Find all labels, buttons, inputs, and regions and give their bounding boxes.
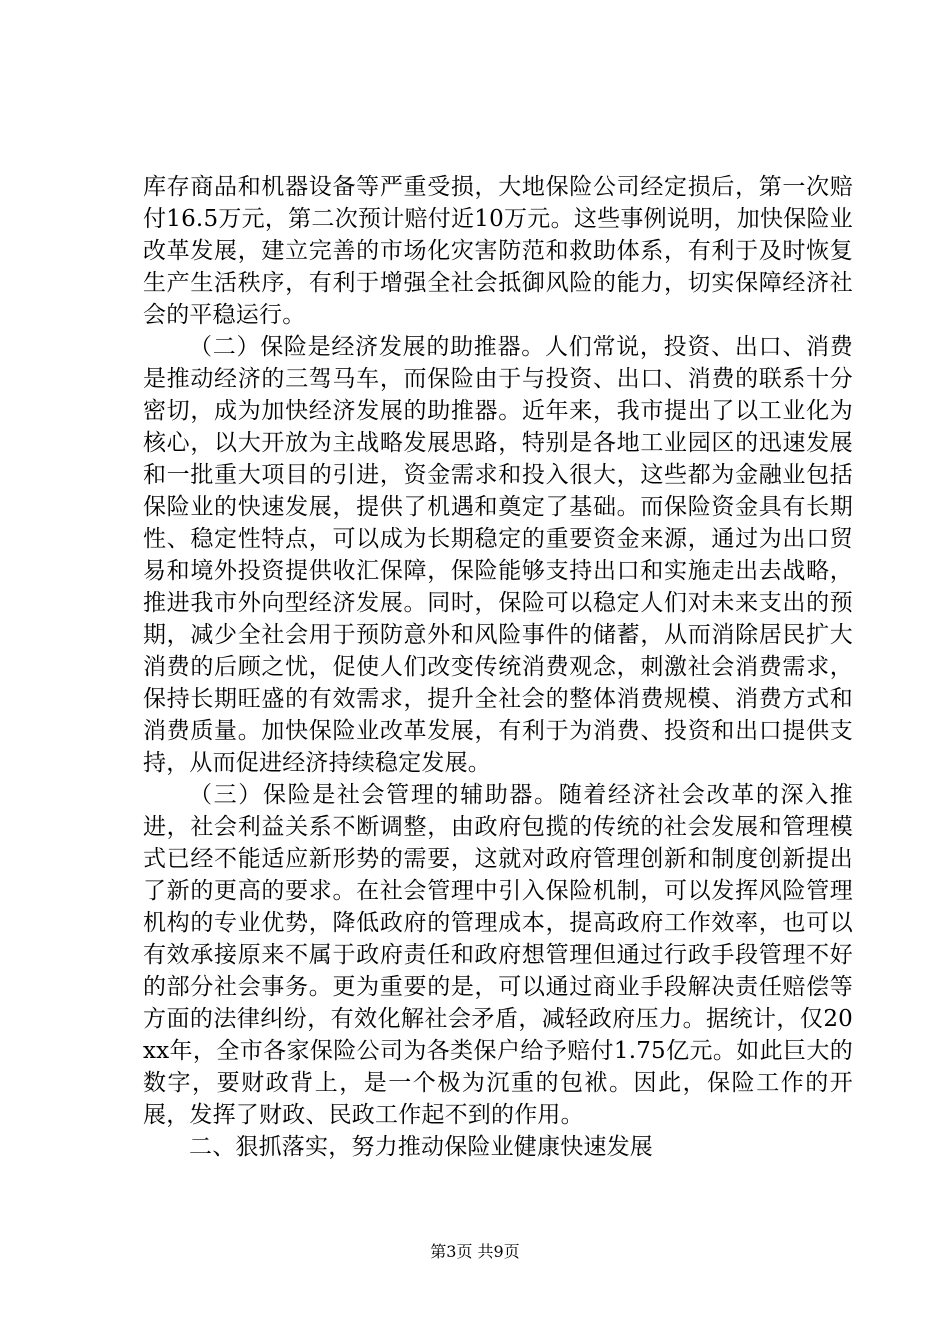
- paragraph-continuation: 库存商品和机器设备等严重受损，大地保险公司经定损后，第一次赔付16.5万元，第二次预计赔付近10万元。这些事例说明，加快保险业改革发展，建立完善的市场化灾害防范和救助体系，有利于及时恢复生产生活秩序，有利于增强全社会抵御风险的能力，切实保障经济社会的平稳运行。: [143, 174, 853, 328]
- section-heading-implementation: 二、狠抓落实，努力推动保险业健康快速发展: [189, 1134, 653, 1160]
- paragraph-social-management: （三）保险是社会管理的辅助器。随着经济社会改革的深入推进，社会利益关系不断调整，由政府包揽的传统的社会发展和管理模式已经不能适应新形势的需要，这就对政府管理创新和制度创新提出了新的更高的要求。在社会管理中引入保险机制，可以发挥风险管理机构的专业优势，降低政府的管理成本，提高政府工作效率，也可以有效承接原来不属于政府责任和政府想管理但通过行政手段管理不好的部分社会事务。更为重要的是，可以通过商业手段解决责任赔偿等方面的法律纠纷，有效化解社会矛盾，减轻政府压力。据统计，仅20xx年，全市各家保险公司为各类保户给予赔付1.75亿元。如此巨大的数字，要财政背上，是一个极为沉重的包袱。因此，保险工作的开展，发挥了财政、民政工作起不到的作用。: [143, 782, 853, 1128]
- page-number-footer: 第3页 共9页: [430, 1242, 520, 1261]
- paragraph-economic-booster: （二）保险是经济发展的助推器。人们常说，投资、出口、消费是推动经济的三驾马车，而保险由于与投资、出口、消费的联系十分密切，成为加快经济发展的助推器。近年来，我市提出了以工业化为核心，以大开放为主战略发展思路，特别是各地工业园区的迅速发展和一批重大项目的引进，资金需求和投入很大，这些都为金融业包括保险业的快速发展，提供了机遇和奠定了基础。而保险资金具有长期性、稳定性特点，可以成为长期稳定的重要资金来源，通过为出口贸易和境外投资提供收汇保障，保险能够支持出口和实施走出去战略，推进我市外向型经济发展。同时，保险可以稳定人们对未来支出的预期，减少全社会用于预防意外和风险事件的储蓄，从而消除居民扩大消费的后顾之忧，促使人们改变传统消费观念，刺激社会消费需求，保持长期旺盛的有效需求，提升全社会的整体消费规模、消费方式和消费质量。加快保险业改革发展，有利于为消费、投资和出口提供支持，从而促进经济持续稳定发展。: [143, 334, 853, 776]
- document-body: [143, 171, 853, 1163]
